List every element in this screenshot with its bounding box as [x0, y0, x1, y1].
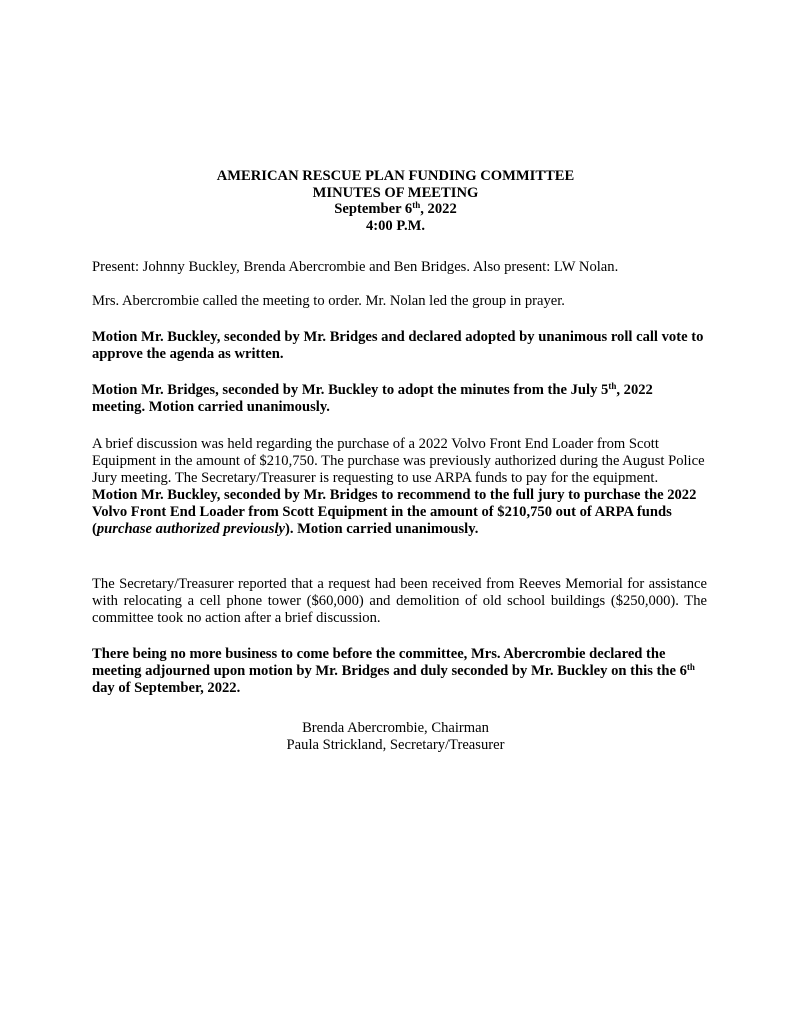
minutes-motion-text: Motion Mr. Bridges, seconded by Mr. Buckley to adopt the minutes from the July 5 — [92, 382, 609, 398]
adjournment-paragraph — [92, 646, 707, 697]
meeting-time: 4:00 P.M. — [365, 217, 426, 234]
loader-discussion: A brief discussion was held regarding the purchase of a 2022 Volvo Front End Loader from Scott Equipment in the amount of $210,750. The purchase was previously authorized during the August Police Jury meeting. The Secretary/Treasurer is requesting to use ARPA funds to pay for the equipment. — [92, 436, 705, 486]
meeting-date — [0, 201, 791, 218]
secretary-signature: Paula Strickland, Secretary/Treasurer — [286, 737, 505, 753]
loader-motion-text: Motion Mr. Buckley, seconded by Mr. Bridges to recommend to the full jury to purchase the 2022 Volvo Front End Loader from Scott Equipment in the amount of $210,750 out of ARPA funds ( — [92, 487, 697, 537]
chairman-signature: Brenda Abercrombie, Chairman — [302, 720, 489, 736]
adjournment-ordinal: th — [686, 662, 695, 672]
reeves-paragraph: The Secretary/Treasurer reported that a request had been received from Reeves Memorial for assistance with relocating a cell phone tower ($60,000) and demolition of old school buildings ($250,000). The committee took no action after a brief discussion. — [92, 576, 707, 626]
adjournment-rest: day of September, 2022. — [92, 680, 241, 696]
adjournment-text: There being no more business to come before the committee, Mrs. Abercrombie declared the meeting adjourned upon motion by Mr. Bridges and duly seconded by Mr. Buckley on this the 6 — [92, 646, 687, 679]
meeting-date-year: , 2022 — [420, 201, 457, 217]
attendance-paragraph: Present: Johnny Buckley, Brenda Abercrombie and Ben Bridges. Also present: LW Nolan. — [92, 259, 619, 275]
document-heading — [0, 168, 791, 234]
loader-motion-note: purchase authorized previously — [96, 521, 285, 537]
signature-block — [0, 720, 791, 754]
loader-motion — [92, 487, 696, 537]
loader-motion-end: ). Motion carried unanimously. — [285, 521, 479, 537]
call-to-order-paragraph: Mrs. Abercrombie called the meeting to order. Mr. Nolan led the group in prayer. — [92, 293, 565, 309]
minutes-title: MINUTES OF MEETING — [312, 184, 479, 201]
committee-title: AMERICAN RESCUE PLAN FUNDING COMMITTEE — [216, 168, 575, 184]
minutes-motion-rest: , 2022 meeting. Motion carried unanimously. — [92, 382, 653, 415]
loader-paragraph — [92, 436, 707, 538]
meeting-date-main: September 6 — [334, 201, 413, 217]
agenda-motion-paragraph: Motion Mr. Buckley, seconded by Mr. Bridges and declared adopted by unanimous roll call vote to approve the agenda as written. — [92, 329, 704, 362]
meeting-date-ordinal: th — [412, 200, 421, 210]
minutes-motion-ordinal: th — [608, 381, 617, 391]
minutes-motion-paragraph — [92, 382, 707, 416]
